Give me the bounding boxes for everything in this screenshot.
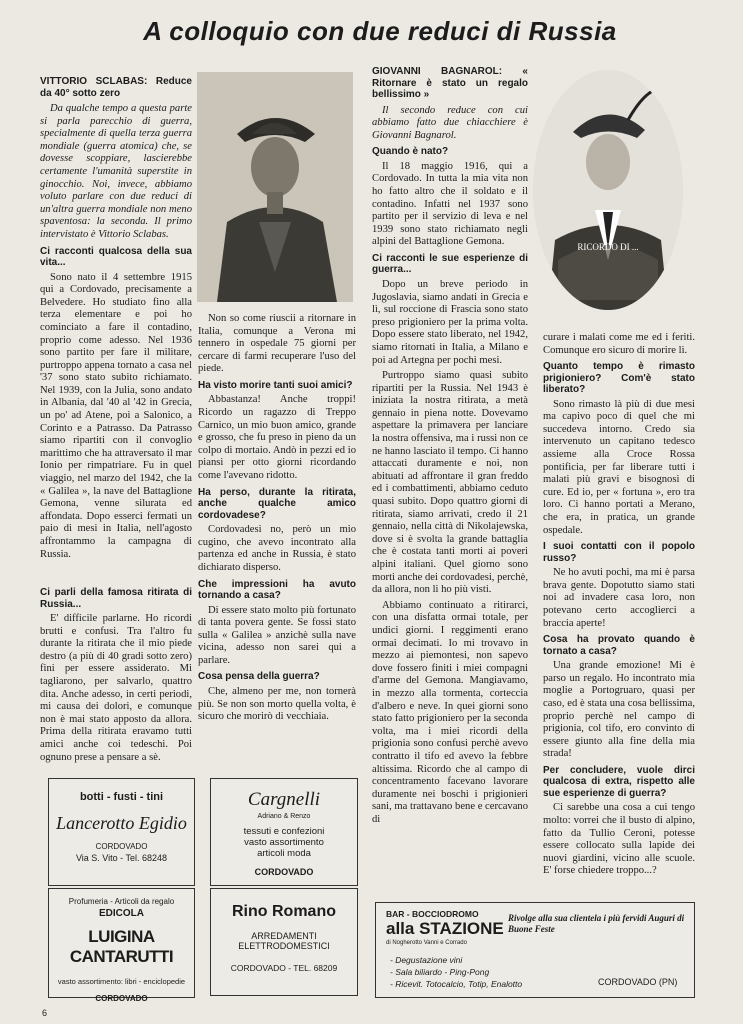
article1-answer1: Sono nato il 4 settembre 1915 qui a Cordovado, precisamente a Belvedere. Ho studiato fino alla terza elementare e poi ho cominciato a fare il contadino, proprio come adesso. Nel 1936 sono partito per fare il militare, purtroppo appena tornato a casa nel '37 sono stato subito richiamato. Nel 1939, con la Julia, sono andato in Albania, dal '40 al '42 in Grecia, un po' ad Atene, poi a Salonico, a Corinto e a Patrasso. Da Patrasso siamo ripartiti con il convoglio marittimo che ha attraversato il mar Ionio per rimpatriare. Fu in quel viaggio, nel marzo del 1942, che la « Galilea », la nave del Battaglione Gemona, venne silurata ed affondata. Dopo esserci fermati un paio di mesi in Italia, nell'agosto affrontammo la campagna di Russia. <box>40 271 192 560</box>
article2-answer3: Sono rimasto là più di due mesi ma capivo poco di quel che mi succedeva intorno. Credo sia intervenuto un capitano tedesco assieme alla Croce Rossa pontificia, per far liberare tutti i malati più gravi e bisognosi di cure. Ed io, per « fortuna », ero tra loro. Ci hanno portati a Merano, che era, in pratica, un grande ospedale. <box>543 398 695 536</box>
article2-answer6: Ci sarebbe una cosa a cui tengo molto: vorrei che il busto di alpino, fatto da Tullio Ceroni, potesse essere collocato sulla lapide dei nuovi giardini, vicino alle scuole. E' forse chiedere troppo...? <box>543 802 695 877</box>
ad-lancerotto-top: botti - fusti - tini <box>79 791 164 803</box>
article1-answer4: Cordovadesi no, però un mio cugino, che avevo incontrato alla partenza ed anche in Russia, è stato dichiarato disperso. <box>198 524 356 573</box>
article2-question5: Cosa ha provato quando è tornato a casa? <box>543 634 695 657</box>
ad-cargnelli-city: CORDOVADO <box>254 867 314 877</box>
ad-cantarutti-line1: vasto assortimento: libri - enciclopedie <box>57 977 186 986</box>
article1-answer2-continued: Non so come riuscii a ritornare in Italia, comunque a Verona mi tennero in ospedale 75 giorni per cercare di farmi recuperare l'uso del piede. <box>198 313 356 375</box>
ad-romano-city: CORDOVADO - TEL. 68209 <box>230 963 338 973</box>
article2-intro: Il secondo reduce con cui abbiamo fatto due chiacchiere è Giovanni Bagnarol. <box>372 104 528 141</box>
ad-cantarutti-city: CORDOVADO <box>95 994 148 1003</box>
article1-question4: Ha perso, durante la ritirata, anche qualche amico cordovadese? <box>198 486 356 521</box>
ad-stazione-sub: di Nogherotto Vanni e Corrado <box>386 940 467 946</box>
ad-cantarutti-shop: EDICOLA <box>99 908 144 919</box>
article1-question3: Ha visto morire tanti suoi amici? <box>198 379 353 391</box>
page-title: A colloquio con due reduci di Russia <box>143 16 617 46</box>
ad-romano-line2: ELETTRODOMESTICI <box>238 941 330 951</box>
ad-lancerotto <box>48 778 195 886</box>
ad-cantarutti-top: Profumeria - Articoli da regalo <box>68 897 175 906</box>
ad-stazione-line2: - Sala biliardo - Ping-Pong <box>390 967 490 977</box>
article1-intro: Da qualche tempo a questa parte si parla parecchio di guerra, specialmente di quella terza guerra mondiale (guerra atomica) che, se dovesse scoppiare, lascierebbe certamente l'umanità superstite in ginocchio. Noi, invece, abbiamo voluto parlare con due reduci di un'altra guerra mondiale non meno spaventosa: la seconda. Il primo intervistato è Vittorio Sclabas. <box>40 103 192 240</box>
ad-stazione-greeting: Rivolge alla sua clientela i più fervidi Auguri di Buone Feste <box>508 913 685 934</box>
page-number: 6 <box>42 1008 48 1018</box>
ad-stazione-line1: - Degustazione vini <box>390 955 463 965</box>
ad-stazione-name: alla STAZIONE <box>386 919 504 938</box>
article1-answer2: E' difficile parlarne. Ho ricordi brutti e confusi. Tra l'altro fu durante la ritirata che il mio piede destro (a più di 40 gradi sotto zero) fini per essere assiderato. Mi tagliarono, per salvarlo, quattro dita. Anche adesso, in certi periodi, mi causa dei dolori, e comunque non è mai stato apposto da allora. Prima della ritirata eravamo tutti amici anche coi tedeschi. Poi ognuno prese a pensare a sè. <box>40 613 192 763</box>
ad-stazione <box>375 902 695 998</box>
article2-question4: I suoi contatti con il popolo russo? <box>543 541 695 564</box>
article2-answer2-b: Purtroppo siamo quasi subito ripartiti per la Russia. Nel 1943 è iniziata la nostra ritirata, a metà gennaio in piena notte. Dovevamo aspettare la primavera per lanciare la nostra offensiva, ma i russi non ce ne hanno lasciato il tempo. Ci hanno attaccati duramente e noi, non abituati ad affrontare il gran freddo ed i combattimenti, abbiamo ceduto quasi subito. Dopo quattro giorni di ritirata, siamo arrivati, credo il 21 gennaio, nella città di Nikolajewska, dove si è svolta la grande battaglia che è costata tanti morti ai poveri alpini italiani. Quel giorno sono morti anche dei cordovadesi, perchè, da allora, non li ho più visti. <box>372 370 528 596</box>
article1-question5: Che impressioni ha avuto tornando a casa? <box>198 578 356 601</box>
article2-answer2-c: Abbiamo continuato a ritirarci, con una disfatta ormai totale, per undici giorni. I reggimenti erano ormai decimati. Io mi trovavo in mezzo ai piemontesi, non sapevo dove fossero finiti i miei compagni d'arme del Gemona. Mangiavamo, in mezzo alla tormenta, corteccia d'albero e neve. In quei giorni sono stato fatto prigioniero per la seconda volta, ma i miei ricordi della prigionia sono confusi perchè avevo contratto il tifo ed avevo la febbre altissima. Ricordo che al campo di concentramento facevano lavorare duramente nei boschi i prigionieri sani, ma trattavano bene e cercavano di <box>372 599 528 825</box>
article2-answer5: Una grande emozione! Mi è parso un regalo. Ho incontrato mia moglie a Portogruaro, quasi per caso, ed è stata una cosa bellissima, proprio perchè nel campo di prigionia, col tifo, ero convinto di essere giunto alla fine della mia strada! <box>543 660 695 760</box>
article2-answer2-d: curare i malati come me ed i feriti. Comunque ero sicuro di morire lì. <box>543 332 695 356</box>
ad-cargnelli <box>210 778 358 886</box>
article2-question1: Quando è nato? <box>372 146 449 158</box>
ad-cargnelli-line3: articoli moda <box>257 848 311 859</box>
article2-column3 <box>372 66 528 829</box>
ad-stazione-city: CORDOVADO (PN) <box>598 977 678 987</box>
ad-lancerotto-address: Via S. Vito - Tel. 68248 <box>75 853 168 863</box>
ad-cargnelli-owners: Adriano & Renzo <box>257 813 311 820</box>
soldier-photo-sclabas <box>197 72 353 302</box>
article1-column1 <box>40 76 192 564</box>
article1-question6: Cosa pensa della guerra? <box>198 671 320 683</box>
article2-question3: Quanto tempo è rimasto prigioniero? Com'è stato liberato? <box>543 361 695 396</box>
soldier-photo-bagnarol <box>533 70 683 310</box>
article1-answer6: Che, almeno per me, non tornerà più. Se non son morto quella volta, è sicuro che morirò di vecchiaia. <box>198 685 356 723</box>
ad-cantarutti <box>48 888 195 1003</box>
ad-romano <box>210 888 358 996</box>
article1-column1-lower <box>40 583 192 767</box>
article2-question6: Per concludere, vuole dirci qualcosa di extra, rispetto alle sue esperienze di guerra? <box>543 764 695 799</box>
article2-answer4: Ne ho avuti pochi, ma mi è parsa brava gente. Dopotutto siamo stati noi ad invadere casa loro, non potevano certo accoglierci a braccia aperte! <box>543 567 695 629</box>
article2-heading: GIOVANNI BAGNAROL: « Ritornare è stato un regalo bellissimo » <box>372 66 528 100</box>
ad-cargnelli-line2: vasto assortimento <box>244 837 324 848</box>
article2-question2: Ci racconti le sue esperienze di guerra... <box>372 252 528 276</box>
article1-answer5: Di essere stato molto più fortunato di tanta povera gente. Se fossi stato sulla « Galilea » anzichè sulla nave vicina, adesso non sarei qui a parlare. <box>198 604 356 666</box>
ad-romano-line1: ARREDAMENTI <box>251 931 317 941</box>
ad-lancerotto-name: Lancerotto Egidio <box>56 813 187 833</box>
ad-stazione-top: BAR - BOCCIODROMO <box>386 909 479 919</box>
ad-cargnelli-line1: tessuti e confezioni <box>243 826 325 837</box>
ad-lancerotto-city: CORDOVADO <box>95 842 148 851</box>
article1-answer3: Abbastanza! Anche troppi! Ricordo un ragazzo di Treppo Carnico, un mio buon amico, grande e grosso, che fu preso in pieno da un colpo di mortaio. Andò in pezzi ed io piansi per otto giorni ricordando come l'avevano ridotto. <box>198 394 356 482</box>
article1-heading: VITTORIO SCLABAS: Reduce da 40° sotto zero <box>40 76 192 99</box>
ad-romano-name: Rino Romano <box>232 903 336 920</box>
article2-column4 <box>543 332 695 881</box>
article1-question2: Ci parli della famosa ritirata di Russia... <box>40 587 192 610</box>
article1-column2 <box>198 313 356 727</box>
article2-answer2: Dopo un breve periodo in Jugoslavia, siamo andati in Grecia e lì, sul roccione di Frascia sono stato preso prigioniero per la prima volta. Dopo essere stato liberato, nel 1942, siamo ritornati in Italia, a Milano e poi ad Artegna per pochi mesi. <box>372 278 528 366</box>
article2-answer1: Il 18 maggio 1916, qui a Cordovado. In tutta la mia vita non ho fatto altro che il soldato e il contadino. Infatti nel 1937 sono partito per il servizio di leva e nel 1939 sono stato richiamato negli alpini del Battaglione Gemona. <box>372 160 528 248</box>
article1-question1: Ci racconti qualcosa della sua vita... <box>40 245 192 269</box>
ad-stazione-line3: - Ricevit. Totocalcio, Totip, Enalotto <box>390 979 523 989</box>
ad-cantarutti-name: LUIGINA CANTARUTTI <box>69 927 174 966</box>
photo2-caption: RICORDO DI ... <box>577 242 639 252</box>
ad-cargnelli-name: Cargnelli <box>247 789 321 810</box>
